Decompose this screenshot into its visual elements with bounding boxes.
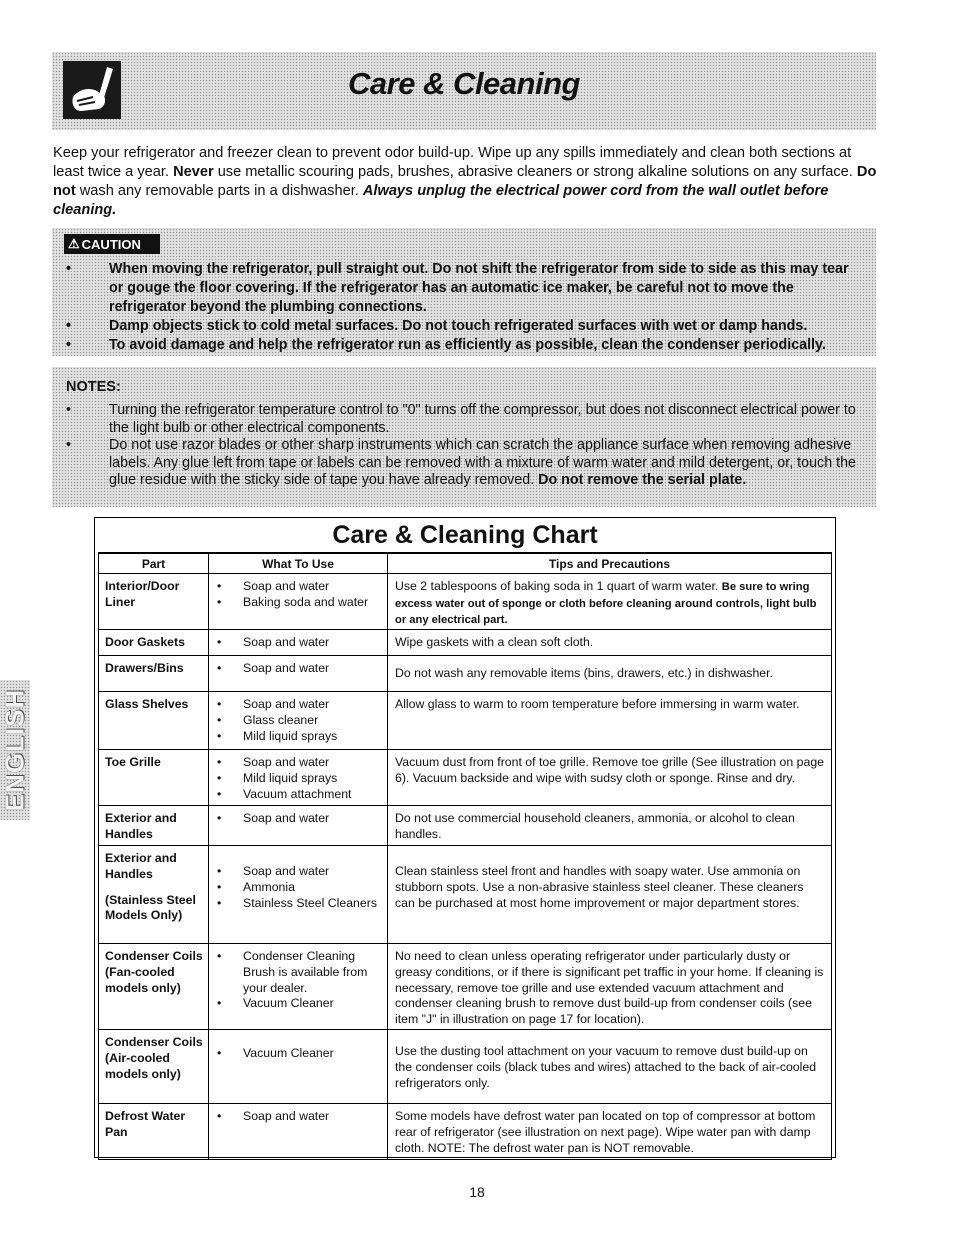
row-uses: [209, 944, 388, 1030]
use-item: • Condenser Cleaning Brush is available from your dealer.: [217, 949, 383, 996]
row-tips: [388, 656, 832, 692]
use-item: • Soap and water: [217, 864, 383, 880]
column-header-part: Part: [99, 553, 209, 574]
row-uses: [209, 846, 388, 944]
tips-text: Use 2 tablespoons of baking soda in 1 quart of warm water.: [395, 579, 722, 593]
row-tips: [388, 846, 832, 944]
column-header-what-to-use: What To Use: [209, 553, 388, 574]
part-name: Exterior and Handles: [105, 851, 177, 881]
chart-title: Care & Cleaning Chart: [332, 521, 598, 549]
row-uses: [209, 1030, 388, 1104]
use-item: • Soap and water: [217, 579, 383, 595]
table-row: [99, 692, 832, 750]
row-part: [99, 846, 209, 944]
row-uses: [209, 574, 388, 630]
table-row: [99, 1104, 832, 1160]
row-tips: [388, 574, 832, 630]
row-part: Interior/Door Liner: [99, 574, 209, 630]
intro-unplug-warning: Always unplug the electrical power cord from the wall outlet before cleaning.: [53, 183, 829, 218]
caution-item: • Damp objects stick to cold metal surfaces. Do not touch refrigerated surfaces with wet or damp hands.: [52, 317, 862, 336]
note-item: [52, 437, 862, 490]
notes-label: NOTES:: [66, 379, 121, 395]
row-part: Condenser Coils (Air-cooled models only): [99, 1030, 209, 1104]
row-part: Door Gaskets: [99, 630, 209, 656]
table-row: [99, 656, 832, 692]
chart-table: [98, 552, 832, 1160]
row-part: Glass Shelves: [99, 692, 209, 750]
table-row: [99, 846, 832, 944]
use-item: • Ammonia: [217, 880, 383, 896]
use-item: • Soap and water: [217, 635, 383, 651]
row-uses: [209, 1104, 388, 1160]
row-uses: [209, 630, 388, 656]
use-item: • Soap and water: [217, 1109, 383, 1125]
tips-text: Do not wash any removable items (bins, drawers, etc.) in dishwasher.: [395, 666, 773, 681]
use-item: • Vacuum Cleaner: [217, 996, 383, 1012]
use-item: • Soap and water: [217, 661, 383, 677]
part-qualifier: (Stainless Steel Models Only): [105, 892, 196, 923]
language-side-tab: [0, 680, 30, 820]
intro-never: Never: [173, 164, 214, 180]
table-row: [99, 630, 832, 656]
caution-box: [52, 228, 876, 356]
row-tips: Some models have defrost water pan located on top of compressor at bottom rear of refrigerator (see illustration on next page). Wipe water pan with damp cloth. NOTE: The defrost water pan is NOT removable.: [388, 1104, 832, 1160]
use-item: • Stainless Steel Cleaners: [217, 896, 383, 912]
notes-box: [52, 367, 876, 507]
caution-list: [52, 260, 862, 355]
intro-text: Keep your refrigerator and freezer clean to prevent odor build-up. Wipe up any spills immediately and clean both sections at least twice a year.: [53, 145, 852, 180]
use-item: • Soap and water: [217, 811, 383, 827]
caution-badge: [64, 234, 160, 254]
table-row: [99, 944, 832, 1030]
intro-text: use metallic scouring pads, brushes, abrasive cleaners or strong alkaline solutions on any surface.: [213, 164, 857, 180]
use-item: • Mild liquid sprays: [217, 729, 383, 745]
notes-list: [52, 402, 862, 490]
tips-text: Clean stainless steel front and handles with soapy water. Use ammonia on stubborn spots. Use a non-abrasive stainless steel cleaner. These cleaners can be purchased at most home improvement or major department stores.: [395, 864, 804, 910]
tips-text: Use the dusting tool attachment on your vacuum to remove dust build-up on the condenser coils (black tubes and wires) attached to the back of air-cooled refrigerators only.: [395, 1044, 817, 1090]
caution-item: • To avoid damage and help the refrigerator run as efficiently as possible, clean the condenser periodically.: [52, 336, 862, 355]
row-tips: Allow glass to warm to room temperature before immersing in warm water.: [388, 692, 832, 750]
use-item: • Baking soda and water: [217, 595, 383, 611]
page-title: Care & Cleaning: [348, 66, 580, 101]
table-row: [99, 574, 832, 630]
table-row: [99, 806, 832, 846]
table-row: [99, 750, 832, 806]
use-item: • Glass cleaner: [217, 713, 383, 729]
row-part: Condenser Coils (Fan-cooled models only): [99, 944, 209, 1030]
row-tips: No need to clean unless operating refrigerator under particularly dusty or greasy conditions, or if there is significant pet traffic in your home. If cleaning is necessary, remove toe grille and use extended vacuum attachment and condenser cleaning brush to remove dust build-up from condenser coils (see item "J" in illustration on page 17 for location).: [388, 944, 832, 1030]
care-cleaning-chart: [94, 517, 836, 1158]
row-part: Defrost Water Pan: [99, 1104, 209, 1160]
table-header-row: [99, 553, 832, 574]
note-item: • Turning the refrigerator temperature control to "0" turns off the compressor, but does not disconnect electrical power to the light bulb or other electrical components.: [52, 402, 862, 437]
section-header: [52, 52, 876, 130]
page-number: 18: [469, 1184, 485, 1200]
use-item: • Vacuum attachment: [217, 787, 383, 803]
note-bold-warning: Do not remove the serial plate.: [538, 472, 747, 488]
caution-label: CAUTION: [81, 236, 141, 252]
row-part: Exterior and Handles: [99, 806, 209, 846]
use-item: • Mild liquid sprays: [217, 771, 383, 787]
row-uses: [209, 750, 388, 806]
warning-triangle-icon: ⚠: [68, 236, 80, 251]
table-row: [99, 1030, 832, 1104]
row-tips: Wipe gaskets with a clean soft cloth.: [388, 630, 832, 656]
row-uses: [209, 656, 388, 692]
row-uses: [209, 692, 388, 750]
note-text: Do not use razor blades or other sharp instruments which can scratch the appliance surface when removing adhesive labels. Any glue left from tape or labels can be removed with a mixture of warm water and mild detergent, or, touch the glue residue with the sticky side of tape you have already removed.: [109, 437, 856, 488]
use-item: • Soap and water: [217, 697, 383, 713]
intro-paragraph: [53, 144, 879, 220]
row-tips: [388, 1030, 832, 1104]
row-part: Toe Grille: [99, 750, 209, 806]
row-tips: Vacuum dust from front of toe grille. Remove toe grille (See illustration on page 6). Vacuum backside and wipe with sudsy cloth or sponge. Rinse and dry.: [388, 750, 832, 806]
intro-text: wash any removable parts in a dishwasher.: [75, 183, 363, 199]
tips-bold: Be sure to wring excess water out of sponge or cloth before cleaning around controls, light bulb or any electrical part.: [395, 581, 817, 627]
use-item: • Vacuum Cleaner: [217, 1046, 383, 1062]
row-tips: Do not use commercial household cleaners, ammonia, or alcohol to clean handles.: [388, 806, 832, 846]
row-uses: [209, 806, 388, 846]
intro-do-not: Do not: [53, 164, 877, 199]
use-item: • Soap and water: [217, 755, 383, 771]
caution-item: • When moving the refrigerator, pull straight out. Do not shift the refrigerator from side to side as this may tear or gouge the floor covering. If the refrigerator has an automatic ice maker, be careful not to move the refrigerator beyond the plumbing connections.: [52, 260, 862, 317]
column-header-tips: Tips and Precautions: [388, 553, 832, 574]
row-part: Drawers/Bins: [99, 656, 209, 692]
language-label: ENGLISH: [0, 688, 30, 812]
